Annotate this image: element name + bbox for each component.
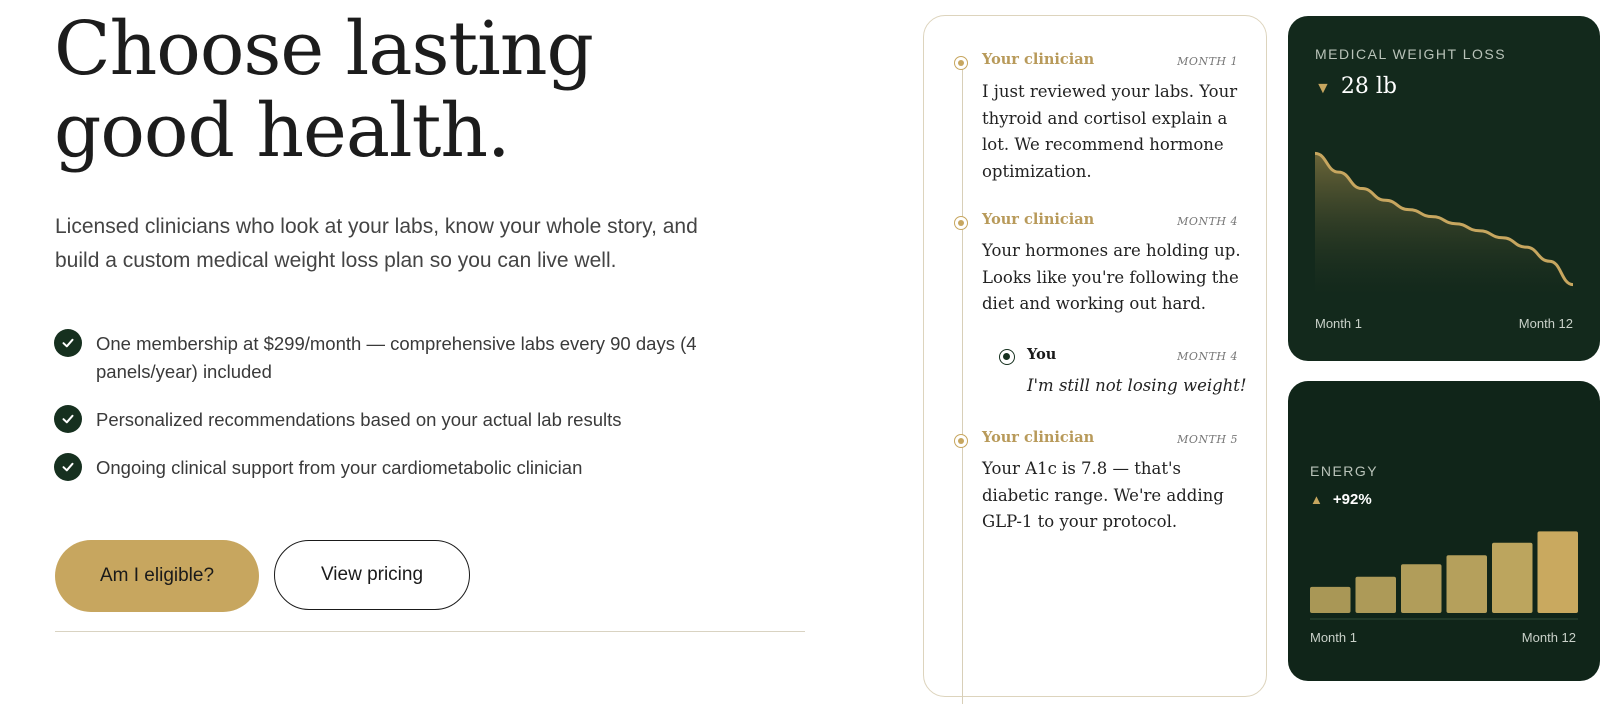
- weight-loss-card: [1288, 16, 1600, 361]
- benefit-item: [54, 406, 754, 434]
- message-sender: Your clinician: [982, 429, 1095, 446]
- weight-loss-chart: [1288, 16, 1600, 361]
- message-sender: Your clinician: [982, 51, 1095, 68]
- energy-bar: [1447, 555, 1488, 613]
- weight-loss-value: 28 lb: [1340, 74, 1397, 99]
- timeline-dot-icon: [954, 434, 968, 448]
- hero-title-line-2: good health.: [54, 88, 510, 174]
- message-month: MONTH 1: [1177, 55, 1238, 68]
- hero-title: [54, 8, 593, 172]
- message-month: MONTH 5: [1177, 433, 1238, 446]
- section-divider: [55, 631, 805, 632]
- up-triangle-icon: ▲: [1310, 492, 1323, 507]
- message-month: MONTH 4: [1177, 215, 1238, 228]
- benefit-item: [54, 330, 754, 386]
- benefit-text: One membership at $299/month — comprehensive labs every 90 days (4 panels/year) included: [96, 333, 697, 382]
- x-axis-start-label: Month 1: [1315, 316, 1362, 331]
- benefit-text: Ongoing clinical support from your cardiometabolic clinician: [96, 457, 583, 478]
- message-text: Your A1c is 7.8 — that's diabetic range. We're adding GLP-1 to your protocol.: [982, 459, 1224, 531]
- energy-bar: [1356, 577, 1397, 613]
- x-axis-start-label: Month 1: [1310, 630, 1357, 645]
- weight-loss-label: MEDICAL WEIGHT LOSS: [1315, 46, 1507, 62]
- hero-title-line-1: Choose lasting: [54, 6, 593, 92]
- energy-bar: [1310, 587, 1351, 613]
- energy-bar: [1401, 564, 1442, 613]
- timeline-dot-icon: [954, 56, 968, 70]
- message-month: MONTH 4: [1177, 350, 1238, 363]
- benefits-list: [54, 330, 754, 502]
- message-text: I just reviewed your labs. Your thyroid and cortisol explain a lot. We recommend hormone optimization.: [982, 82, 1238, 181]
- am-i-eligible-button[interactable]: Am I eligible?: [55, 540, 259, 612]
- timeline-dot-icon: [954, 216, 968, 230]
- message-text: I'm still not losing weight!: [1027, 376, 1247, 395]
- view-pricing-button[interactable]: View pricing: [274, 540, 470, 610]
- down-triangle-icon: ▼: [1315, 79, 1331, 97]
- energy-card: [1288, 381, 1600, 681]
- energy-bar: [1492, 543, 1533, 613]
- message-sender: Your clinician: [982, 211, 1095, 228]
- x-axis-end-label: Month 12: [1521, 630, 1576, 645]
- energy-value: +92%: [1332, 491, 1372, 508]
- timeline-dot-icon: [999, 349, 1015, 365]
- check-icon: [54, 453, 82, 481]
- message-text: Your hormones are holding up. Looks like you're following the diet and working out hard.: [982, 241, 1241, 313]
- energy-label: ENERGY: [1310, 463, 1379, 479]
- clinician-conversation-card: [923, 15, 1267, 697]
- hero-subtitle: Licensed clinicians who look at your labs, know your whole story, and build a custom medical weight loss plan so you can live well.: [55, 215, 698, 272]
- benefit-text: Personalized recommendations based on your actual lab results: [96, 409, 622, 430]
- weight-loss-area: [1315, 153, 1573, 294]
- x-axis-end-label: Month 12: [1518, 316, 1573, 331]
- message-sender: You: [1027, 346, 1057, 363]
- check-icon: [54, 329, 82, 357]
- timeline-line: [962, 64, 963, 704]
- energy-bar: [1538, 531, 1579, 613]
- check-icon: [54, 405, 82, 433]
- benefit-item: [54, 454, 754, 482]
